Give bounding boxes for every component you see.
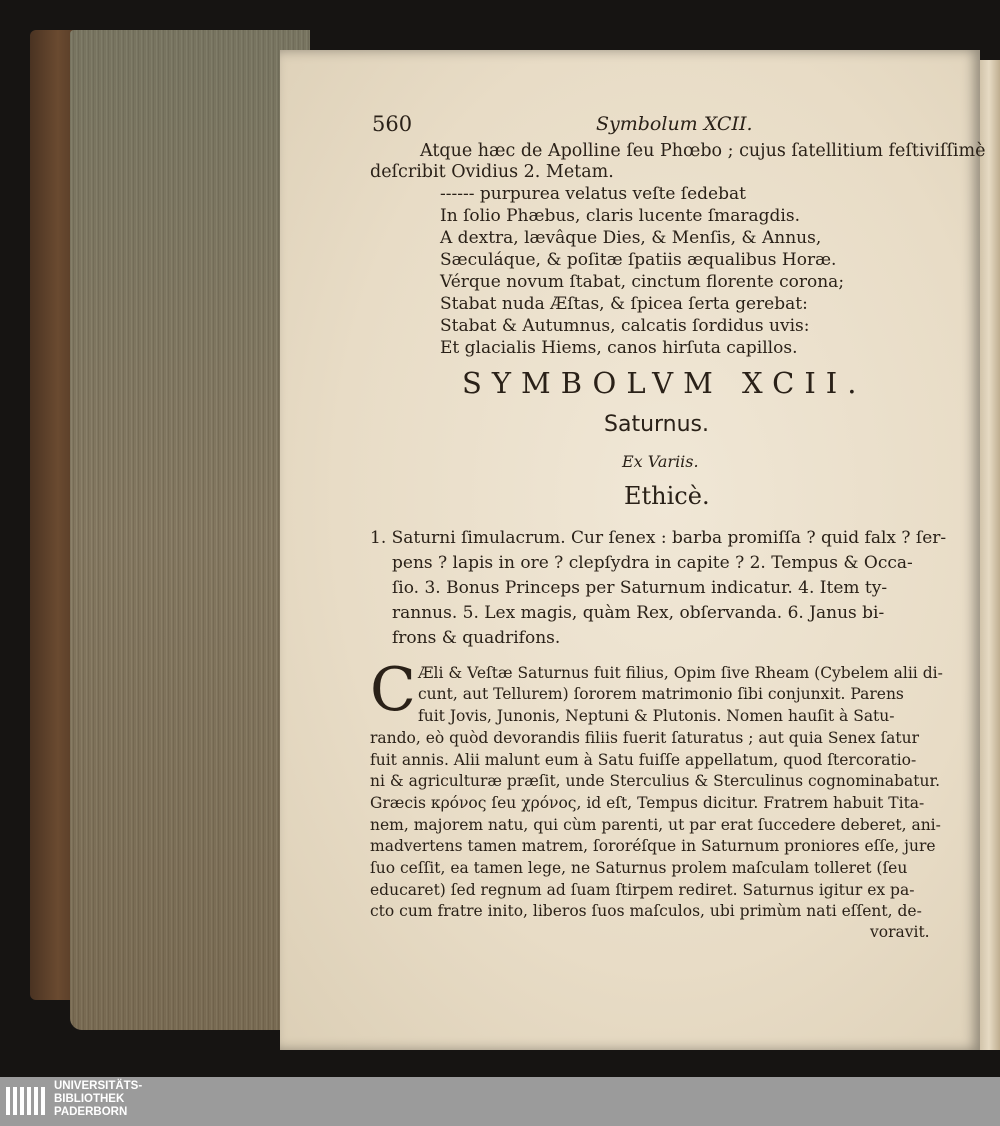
symbol-heading: SYMBOLVM XCII. — [462, 366, 867, 400]
running-title: Symbolum XCII. — [596, 113, 753, 135]
summary-line: 1. Saturni ſimulacrum. Cur ſenex : barba promiſſa ? quid falx ? ſer- — [370, 528, 947, 548]
verse-line: Vérque novum ſtabat, cinctum florente corona; — [440, 272, 845, 292]
verse-line: Et glacialis Hiems, canos hirſuta capillos. — [440, 338, 798, 358]
page-edges-shading — [70, 30, 310, 1030]
body-line: fuit annis. Alii malunt eum à Satu fuiſſe appellatum, quod ſtercoratio- — [370, 751, 917, 769]
drop-cap: C — [370, 655, 416, 725]
library-name — [54, 1080, 142, 1119]
summary-line: pens ? lapis in ore ? clepſydra in capite ? 2. Tempus & Occa- — [392, 553, 913, 573]
source-note: Ex Variis. — [622, 452, 699, 471]
body-line: voravit. — [870, 923, 930, 941]
section-heading: Ethicè. — [624, 482, 710, 510]
verse-line: Stabat nuda Æſtas, & ſpicea ſerta gerebat: — [440, 294, 808, 314]
verse-line: ------ purpurea velatus veſte ſedebat — [440, 184, 746, 204]
body-line: nem, majorem natu, qui cùm parenti, ut par erat ſuccedere deberet, ani- — [370, 816, 941, 834]
facing-page-edge — [978, 60, 1000, 1050]
body-line: cunt, aut Tellurem) ſororem matrimonio ſibi conjunxit. Parens — [418, 685, 904, 703]
body-line: Æli & Veſtæ Saturnus fuit filius, Opim ſive Rheam (Cybelem alii di- — [418, 664, 943, 682]
library-footer — [0, 1077, 1000, 1126]
library-name-line: UNIVERSITÄTS- — [54, 1080, 143, 1092]
body-line: ni & agriculturæ præſit, unde Sterculius & Sterculinus cognominabatur. — [370, 772, 941, 790]
body-line: cto cum fratre inito, liberos ſuos maſculos, ubi primùm nati eſſent, de- — [370, 902, 922, 920]
intro-line: Atque hæc de Apolline ſeu Phœbo ; cujus ſatellitium feſtiviſſimè — [420, 141, 986, 161]
summary-line: frons & quadrifons. — [392, 628, 561, 648]
body-line: Græcis κρόνος ſeu χρόνος, id eſt, Tempus dicitur. Fratrem habuit Tita- — [370, 794, 925, 812]
body-line: madvertens tamen matrem, ſororéſque in Saturnum proniores eſſe, jure — [370, 837, 936, 855]
library-name-line: BIBLIOTHEK — [54, 1093, 125, 1105]
subject-heading: Saturnus. — [604, 412, 710, 437]
body-line: rando, eò quòd devorandis filiis fuerit ſaturatus ; aut quia Senex ſatur — [370, 729, 920, 747]
summary-line: rannus. 5. Lex magis, quàm Rex, obſervanda. 6. Janus bi- — [392, 603, 885, 623]
body-line: educaret) ſed regnum ad ſuam ſtirpem rediret. Saturnus igitur ex pa- — [370, 881, 915, 899]
university-library-logo-icon — [4, 1083, 52, 1119]
body-line: fuit Jovis, Junonis, Neptuni & Plutonis. Nomen hauſit à Satu- — [418, 707, 895, 725]
page-number: 560 — [372, 112, 413, 136]
verse-line: In ſolio Phæbus, claris lucente ſmaragdis. — [440, 206, 800, 226]
verse-line: Sæculáque, & poſitæ ſpatiis æqualibus Horæ. — [440, 250, 837, 270]
verse-line: Stabat & Autumnus, calcatis ſordidus uvis: — [440, 316, 810, 336]
intro-line: deſcribit Ovidius 2. Metam. — [370, 162, 614, 182]
library-name-line: PADERBORN — [54, 1106, 128, 1118]
body-line: ſuo ceſſit, ea tamen lege, ne Saturnus prolem maſculam tolleret (ſeu — [370, 859, 908, 877]
verse-line: A dextra, lævâque Dies, & Menſis, & Annus, — [440, 228, 822, 248]
summary-line: ſio. 3. Bonus Princeps per Saturnum indicatur. 4. Item ty- — [392, 578, 888, 598]
